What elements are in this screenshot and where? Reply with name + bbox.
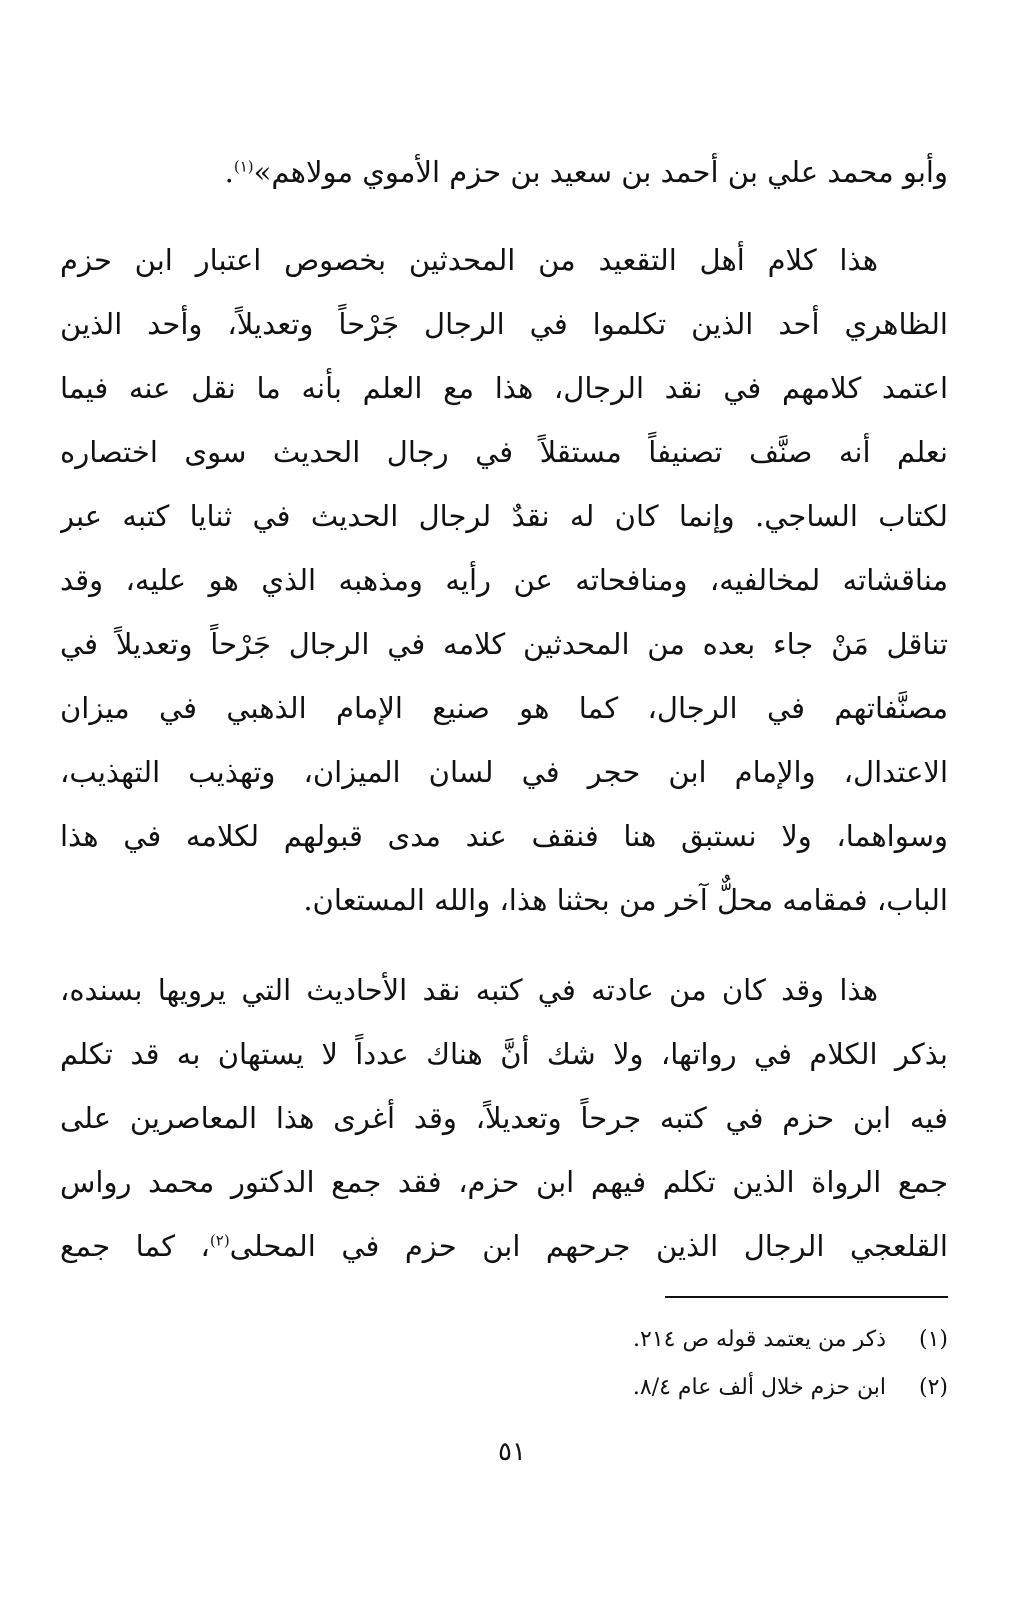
text-line: بذكر الكلام في رواتها، ولا شك أنَّ هناك عدداً لا يستهان به قد تكلم bbox=[60, 1037, 948, 1071]
text-line: وسواهما، ولا نستبق هنا فنقف عند مدى قبولهم لكلامه في هذا bbox=[60, 819, 948, 853]
text-line bbox=[60, 1214, 948, 1278]
text-line: مصنَّفاتهم في الرجال، كما هو صنيع الإمام الذهبي في ميزان bbox=[60, 691, 948, 725]
text-line: جمع الرواة الذين تكلم فيهم ابن حزم، فقد جمع الدكتور محمد رواس bbox=[60, 1165, 948, 1199]
line-text: ، كما جمع bbox=[60, 1229, 210, 1263]
page-number: ٥١ bbox=[498, 1437, 526, 1467]
footnote-ref-1: (١) bbox=[233, 157, 254, 176]
text-line: اعتمد كلامهم في نقد الرجال، هذا مع العلم بأنه ما نقل عنه فيما bbox=[60, 371, 948, 405]
paragraph-2 bbox=[60, 228, 948, 932]
footnote-number: (٢) bbox=[918, 1375, 948, 1400]
line-text: وأبو محمد علي بن أحمد بن سعيد بن حزم الأموي مولاهم» bbox=[253, 155, 948, 189]
paragraph-3 bbox=[60, 958, 948, 1278]
footnotes bbox=[300, 1316, 948, 1412]
line-end: . bbox=[224, 155, 234, 189]
footnote-2 bbox=[300, 1364, 948, 1412]
footnote-number: (١) bbox=[918, 1327, 948, 1352]
footnote-text: ابن حزم خلال ألف عام ٨/٤. bbox=[632, 1375, 886, 1400]
text-line: مناقشاته لمخالفيه، ومنافحاته عن رأيه ومذهبه الذي هو عليه، وقد bbox=[60, 563, 948, 597]
paragraph-1 bbox=[60, 140, 948, 204]
text-line: هذا وقد كان من عادته في كتبه نقد الأحاديث التي يرويها بسنده، bbox=[60, 973, 878, 1007]
text-line: تناقل مَنْ جاء بعده من المحدثين كلامه في الرجال جَرْحاً وتعديلاً في bbox=[60, 627, 948, 661]
text-line: فيه ابن حزم في كتبه جرحاً وتعديلاً، وقد أغرى هذا المعاصرين على bbox=[60, 1101, 948, 1135]
line-text: القلعجي الرجال الذين جرحهم ابن حزم في المحلى bbox=[229, 1229, 948, 1263]
text-line: لكتاب الساجي. وإنما كان له نقدٌ لرجال الحديث في ثنايا كتبه عبر bbox=[60, 499, 948, 533]
text-line: الظاهري أحد الذين تكلموا في الرجال جَرْحاً وتعديلاً، وأحد الذين bbox=[60, 307, 948, 341]
footnote-1 bbox=[300, 1316, 948, 1364]
text-line: هذا كلام أهل التقعيد من المحدثين بخصوص اعتبار ابن حزم bbox=[60, 243, 878, 277]
text-line bbox=[60, 140, 948, 204]
footnote-separator bbox=[665, 1296, 948, 1298]
text-line: الباب، فمقامه محلٌّ آخر من بحثنا هذا، والله المستعان. bbox=[303, 883, 948, 917]
footnote-text: ذكر من يعتمد قوله ص ٢١٤. bbox=[633, 1327, 886, 1352]
text-line: الاعتدال، والإمام ابن حجر في لسان الميزان، وتهذيب التهذيب، bbox=[60, 755, 948, 789]
text-line: نعلم أنه صنَّف تصنيفاً مستقلاً في رجال الحديث سوى اختصاره bbox=[60, 435, 948, 469]
footnote-ref-2: (٢) bbox=[209, 1231, 230, 1250]
